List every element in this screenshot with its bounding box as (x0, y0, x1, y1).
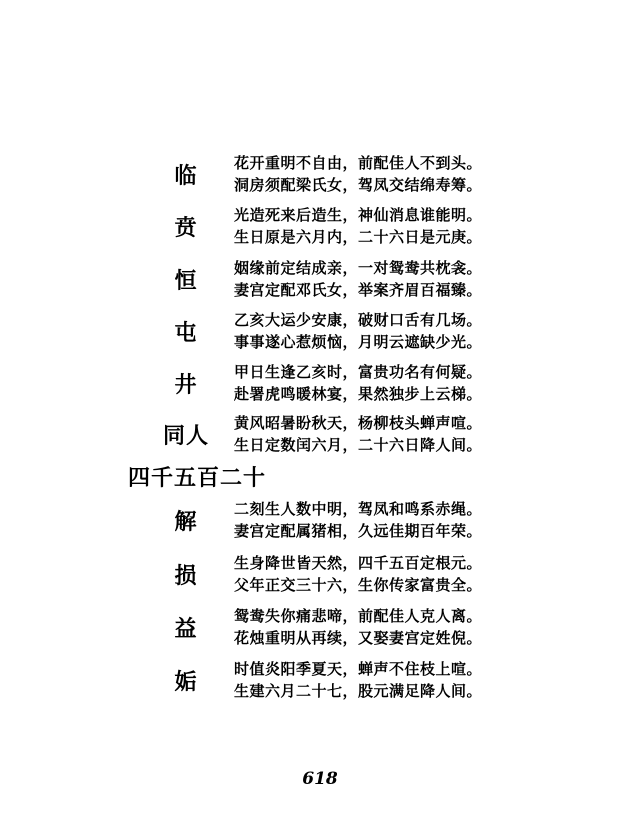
hexagram-name: 井 (174, 372, 198, 398)
verse-entry (0, 309, 640, 357)
verse-line: 生日原是六月内，二十六日是元庚。 (234, 228, 483, 246)
verse-line: 时值炎阳季夏天，蝉声不住枝上喧。 (234, 660, 483, 678)
verse-block (234, 152, 614, 196)
verse-line: 鸳鸯失你痛悲啼，前配佳人克人离。 (234, 607, 483, 625)
verse-line: 妻宫定配属猪相，久远佳期百年荣。 (234, 522, 483, 540)
verse-line: 洞房须配梁氏女，驾凤交结绵寿筹。 (234, 176, 483, 194)
hexagram-name: 益 (174, 616, 198, 642)
verse-line: 花烛重明从再续，又娶妻宫定姓倪。 (234, 629, 483, 647)
verse-line: 乙亥大运少安康，破财口舌有几场。 (234, 311, 483, 329)
verse-line: 生日定数闰六月，二十六日降人间。 (234, 436, 483, 454)
verse-block (234, 552, 614, 596)
verse-line: 父年正交三十六，生你传家富贵全。 (234, 576, 483, 594)
verse-entry (0, 204, 640, 252)
verse-line: 赴署虎鸣暖林宴，果然独步上云梯。 (234, 385, 483, 403)
verse-entry (0, 498, 640, 546)
hexagram-name: 损 (174, 563, 198, 589)
hexagram-name: 同人 (162, 423, 209, 449)
verse-line: 姻缘前定结成亲，一对鸳鸯共枕衾。 (234, 259, 483, 277)
verse-block (234, 204, 614, 248)
verse-line: 二刻生人数中明，驾凤和鸣系赤绳。 (234, 500, 483, 518)
hexagram-name: 贲 (174, 215, 198, 241)
verse-block (234, 309, 614, 353)
verse-block (234, 257, 614, 301)
verse-line: 花开重明不自由，前配佳人不到头。 (234, 154, 483, 172)
verse-line: 生身降世皆天然，四千五百定根元。 (234, 554, 483, 572)
verse-block (234, 498, 614, 542)
verse-line: 事事遂心惹烦恼，月明云遮缺少光。 (234, 333, 483, 351)
verse-line: 黄风昭暑盼秋天，杨柳枝头蝉声喧。 (234, 414, 483, 432)
verse-entry (0, 412, 640, 460)
verse-entry (0, 605, 640, 653)
verse-entry (0, 152, 640, 200)
verse-block (234, 658, 614, 702)
page-number: 618 (302, 769, 338, 789)
verse-block (234, 412, 614, 456)
hexagram-name: 姤 (174, 669, 198, 695)
hexagram-name: 恒 (174, 268, 198, 294)
verse-line: 生建六月二十七，股元满足降人间。 (234, 682, 483, 700)
verse-line: 妻宫定配邓氏女，举案齐眉百福臻。 (234, 281, 483, 299)
hexagram-name: 临 (174, 163, 198, 189)
verse-entry (0, 658, 640, 706)
section-heading: 四千五百二十 (128, 465, 267, 491)
hexagram-name: 解 (174, 509, 198, 535)
verse-entry (0, 552, 640, 600)
verse-entry (0, 361, 640, 409)
verse-block (234, 361, 614, 405)
verse-entry (0, 257, 640, 305)
verse-block (234, 605, 614, 649)
verse-line: 光造死来后造生，神仙消息谁能明。 (234, 206, 483, 224)
verse-line: 甲日生逢乙亥时，富贵功名有何疑。 (234, 363, 483, 381)
hexagram-name: 屯 (174, 320, 198, 346)
